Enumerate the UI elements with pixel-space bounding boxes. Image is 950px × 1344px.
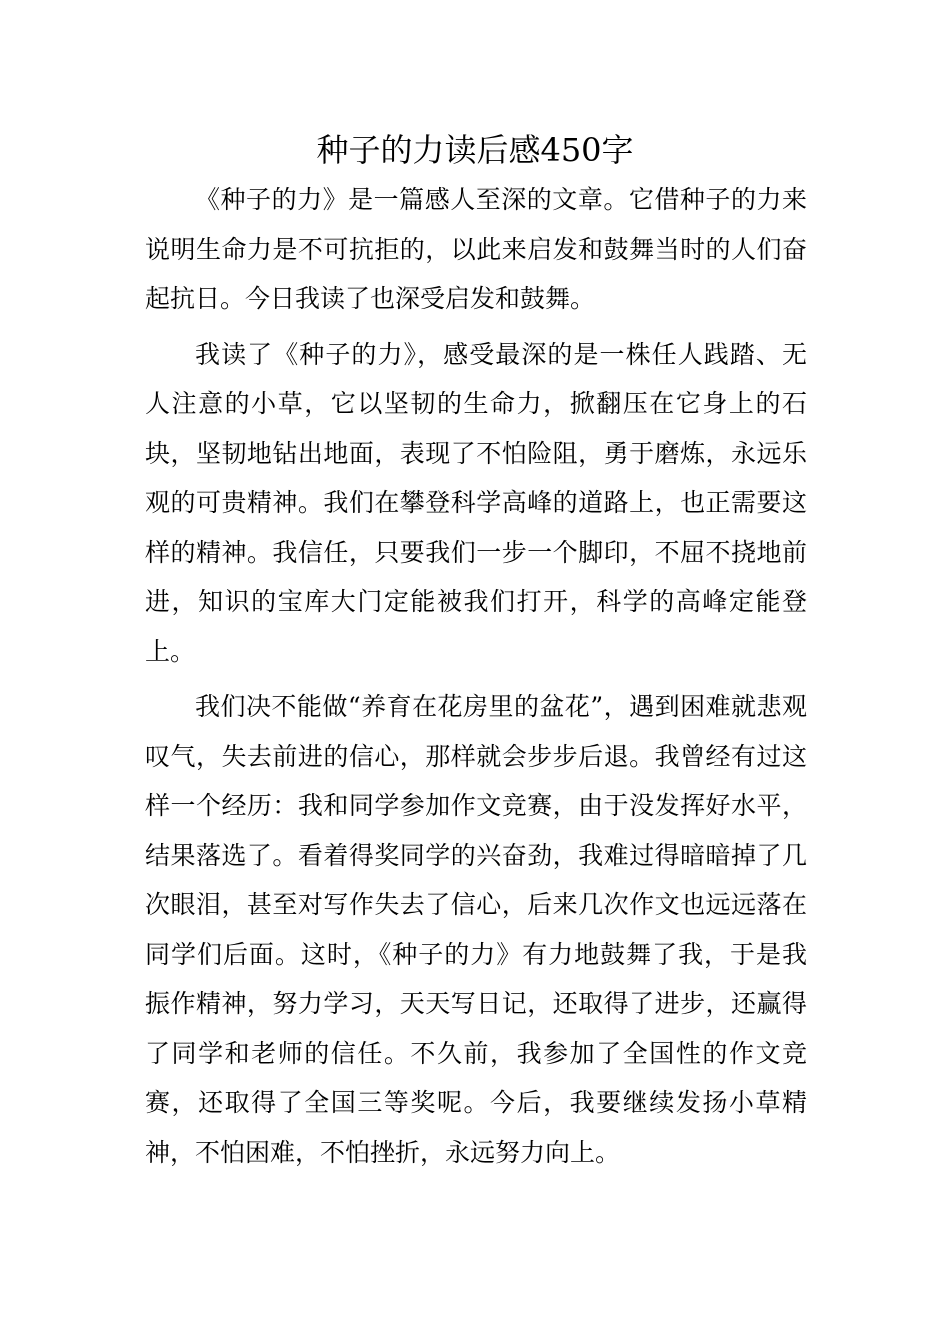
document-title: 种子的力读后感450字 xyxy=(316,131,634,169)
document-body xyxy=(145,175,807,1177)
paragraph-3: 我们决不能做“养育在花房里的盆花”，遇到困难就悲观叹气，失去前进的信心，那样就会步步后退。我曾经有过这样一个经历：我和同学参加作文竞赛，由于没发挥好水平，结果落选了。看着得奖同学的兴奋劲，我难过得暗暗掉了几次眼泪，甚至对写作失去了信心，后来几次作文也远远落在同学们后面。这时，《种子的力》有力地鼓舞了我，于是我振作精神，努力学习，天天写日记，还取得了进步，还赢得了同学和老师的信任。不久前，我参加了全国性的作文竞赛，还取得了全国三等奖呢。今后，我要继续发扬小草精神，不怕困难，不怕挫折，永远努力向上。 xyxy=(145,692,807,1167)
paragraph-2: 我读了《种子的力》，感受最深的是一株任人践踏、无人注意的小草，它以坚韧的生命力，掀翻压在它身上的石块，坚韧地钻出地面，表现了不怕险阻，勇于磨炼，永远乐观的可贵精神。我们在攀登科学高峰的道路上，也正需要这样的精神。我信任，只要我们一步一个脚印，不屈不挠地前进，知识的宝库大门定能被我们打开，科学的高峰定能登上。 xyxy=(145,339,807,666)
paragraph-1: 《种子的力》是一篇感人至深的文章。它借种子的力来说明生命力是不可抗拒的，以此来启发和鼓舞当时的人们奋起抗日。今日我读了也深受启发和鼓舞。 xyxy=(145,185,807,313)
